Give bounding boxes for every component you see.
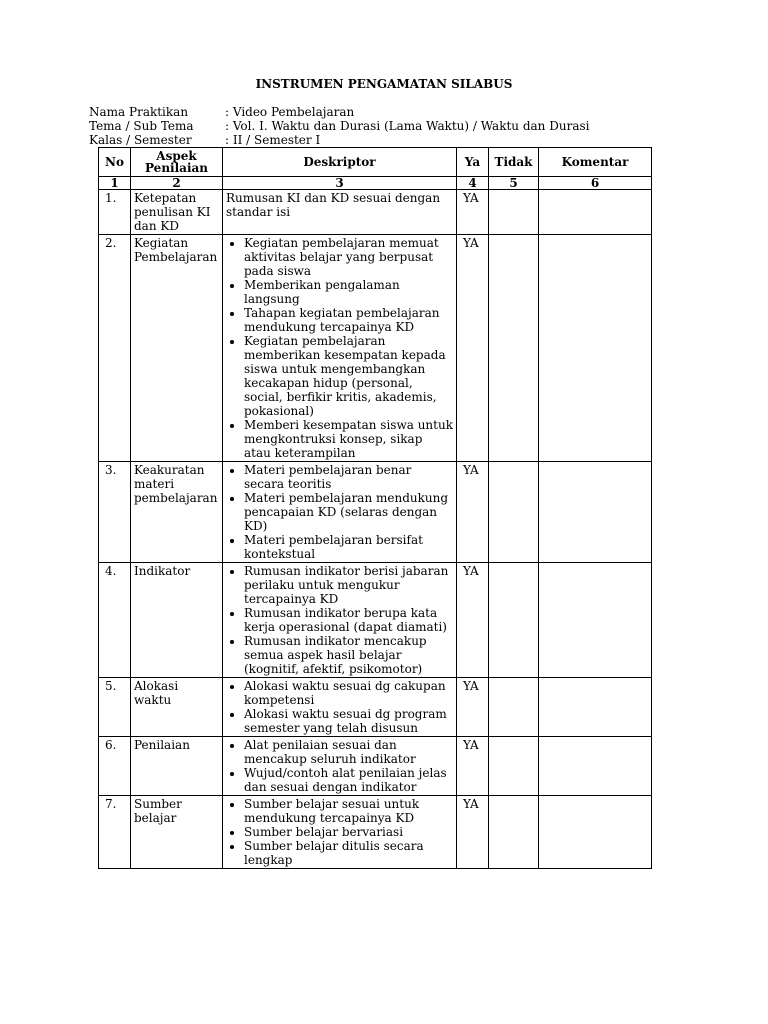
row-tidak [489,462,539,563]
column-number: 3 [223,177,457,190]
row-ya: YA [457,563,489,678]
row-komentar [539,235,652,462]
table-row [99,190,652,235]
descriptor-list [226,738,453,794]
meta-value: : II / Semester I [225,133,321,147]
row-number: 4. [99,563,131,678]
table-row [99,796,652,869]
descriptor-item: • Kegiatan pembelajaran memberikan kesempatan kepada siswa untuk mengembangkan kecakapan hidup (personal, social, berfikir kritis, akademis, pokasional) [244,334,453,418]
column-number: 4 [457,177,489,190]
row-komentar [539,462,652,563]
descriptor-list [226,564,453,676]
row-komentar [539,678,652,737]
meta-label: Tema / Sub Tema [89,119,194,133]
descriptor-item: • Materi pembelajaran benar secara teoritis [244,463,453,491]
row-number: 7. [99,796,131,869]
descriptor-item: • Wujud/contoh alat penilaian jelas dan sesuai dengan indikator [244,766,453,794]
descriptor-item: • Alokasi waktu sesuai dg cakupan kompetensi [244,679,453,707]
header-komentar: Komentar [539,148,652,177]
row-komentar [539,796,652,869]
descriptor-list [226,679,453,735]
header-no: No [99,148,131,177]
identity-block [89,105,589,147]
row-aspek: Penilaian [131,737,223,796]
meta-row-kalas [89,133,589,147]
descriptor-item: • Rumusan indikator berupa kata kerja operasional (dapat diamati) [244,606,453,634]
row-komentar [539,190,652,235]
row-deskriptor [223,796,457,869]
header-tidak: Tidak [489,148,539,177]
descriptor-list [226,463,453,561]
descriptor-item: • Memberi kesempatan siswa untuk mengkontruksi konsep, sikap atau keterampilan [244,418,453,460]
row-aspek: Keakuratan materi pembelajaran [131,462,223,563]
table-row [99,678,652,737]
column-number: 2 [131,177,223,190]
row-tidak [489,737,539,796]
row-deskriptor [223,678,457,737]
descriptor-item: • Kegiatan pembelajaran memuat aktivitas belajar yang berpusat pada siswa [244,236,453,278]
descriptor-item: • Rumusan indikator mencakup semua aspek hasil belajar (kognitif, afektif, psikomotor) [244,634,453,676]
row-ya: YA [457,737,489,796]
row-deskriptor: Rumusan KI dan KD sesuai dengan standar isi [223,190,457,235]
descriptor-item: • Memberikan pengalaman langsung [244,278,453,306]
header-ya: Ya [457,148,489,177]
row-tidak [489,190,539,235]
row-aspek: Indikator [131,563,223,678]
meta-row-nama-praktikan [89,105,589,119]
row-aspek: Ketepatan penulisan KI dan KD [131,190,223,235]
descriptor-item: • Materi pembelajaran bersifat kontekstual [244,533,453,561]
descriptor-item: • Sumber belajar sesuai untuk mendukung tercapainya KD [244,797,453,825]
row-ya: YA [457,678,489,737]
row-number: 2. [99,235,131,462]
column-number: 5 [489,177,539,190]
meta-label: Nama Praktikan [89,105,189,119]
descriptor-item: • Materi pembelajaran mendukung pencapaian KD (selaras dengan KD) [244,491,453,533]
header-aspek-line2: Penilaian [144,161,208,175]
column-number-row [99,177,652,190]
header-deskriptor: Deskriptor [223,148,457,177]
table-row [99,235,652,462]
row-number: 5. [99,678,131,737]
row-komentar [539,563,652,678]
descriptor-item: • Rumusan indikator berisi jabaran perilaku untuk mengukur tercapainya KD [244,564,453,606]
row-aspek: Sumber belajar [131,796,223,869]
descriptor-list [226,236,453,460]
row-tidak [489,678,539,737]
row-deskriptor [223,563,457,678]
meta-value: : Video Pembelajaran [225,105,355,119]
descriptor-item: • Tahapan kegiatan pembelajaran mendukung tercapainya KD [244,306,453,334]
meta-row-tema [89,119,589,133]
row-deskriptor [223,737,457,796]
table-row [99,563,652,678]
descriptor-item: • Sumber belajar bervariasi [244,825,453,839]
row-ya: YA [457,190,489,235]
header-aspek-line1: Aspek [156,149,197,163]
row-number: 3. [99,462,131,563]
table-row [99,462,652,563]
row-deskriptor [223,235,457,462]
row-tidak [489,235,539,462]
column-number: 6 [539,177,652,190]
header-aspek [131,148,223,177]
descriptor-list [226,797,453,867]
column-number: 1 [99,177,131,190]
descriptor-item: • Alat penilaian sesuai dan mencakup seluruh indikator [244,738,453,766]
table-header-row [99,148,652,177]
row-tidak [489,563,539,678]
row-number: 6. [99,737,131,796]
row-deskriptor [223,462,457,563]
row-aspek: Alokasi waktu [131,678,223,737]
meta-value: : Vol. I. Waktu dan Durasi (Lama Waktu) / Waktu dan Durasi [225,119,590,133]
descriptor-item: • Alokasi waktu sesuai dg program semester yang telah disusun [244,707,453,735]
row-number: 1. [99,190,131,235]
row-tidak [489,796,539,869]
row-aspek: Kegiatan Pembelajaran [131,235,223,462]
meta-label: Kalas / Semester [89,133,192,147]
assessment-table [98,147,652,869]
table-row [99,737,652,796]
row-ya: YA [457,462,489,563]
row-komentar [539,737,652,796]
row-ya: YA [457,235,489,462]
row-ya: YA [457,796,489,869]
document-title: INSTRUMEN PENGAMATAN SILABUS [255,77,513,91]
descriptor-item: • Sumber belajar ditulis secara lengkap [244,839,453,867]
